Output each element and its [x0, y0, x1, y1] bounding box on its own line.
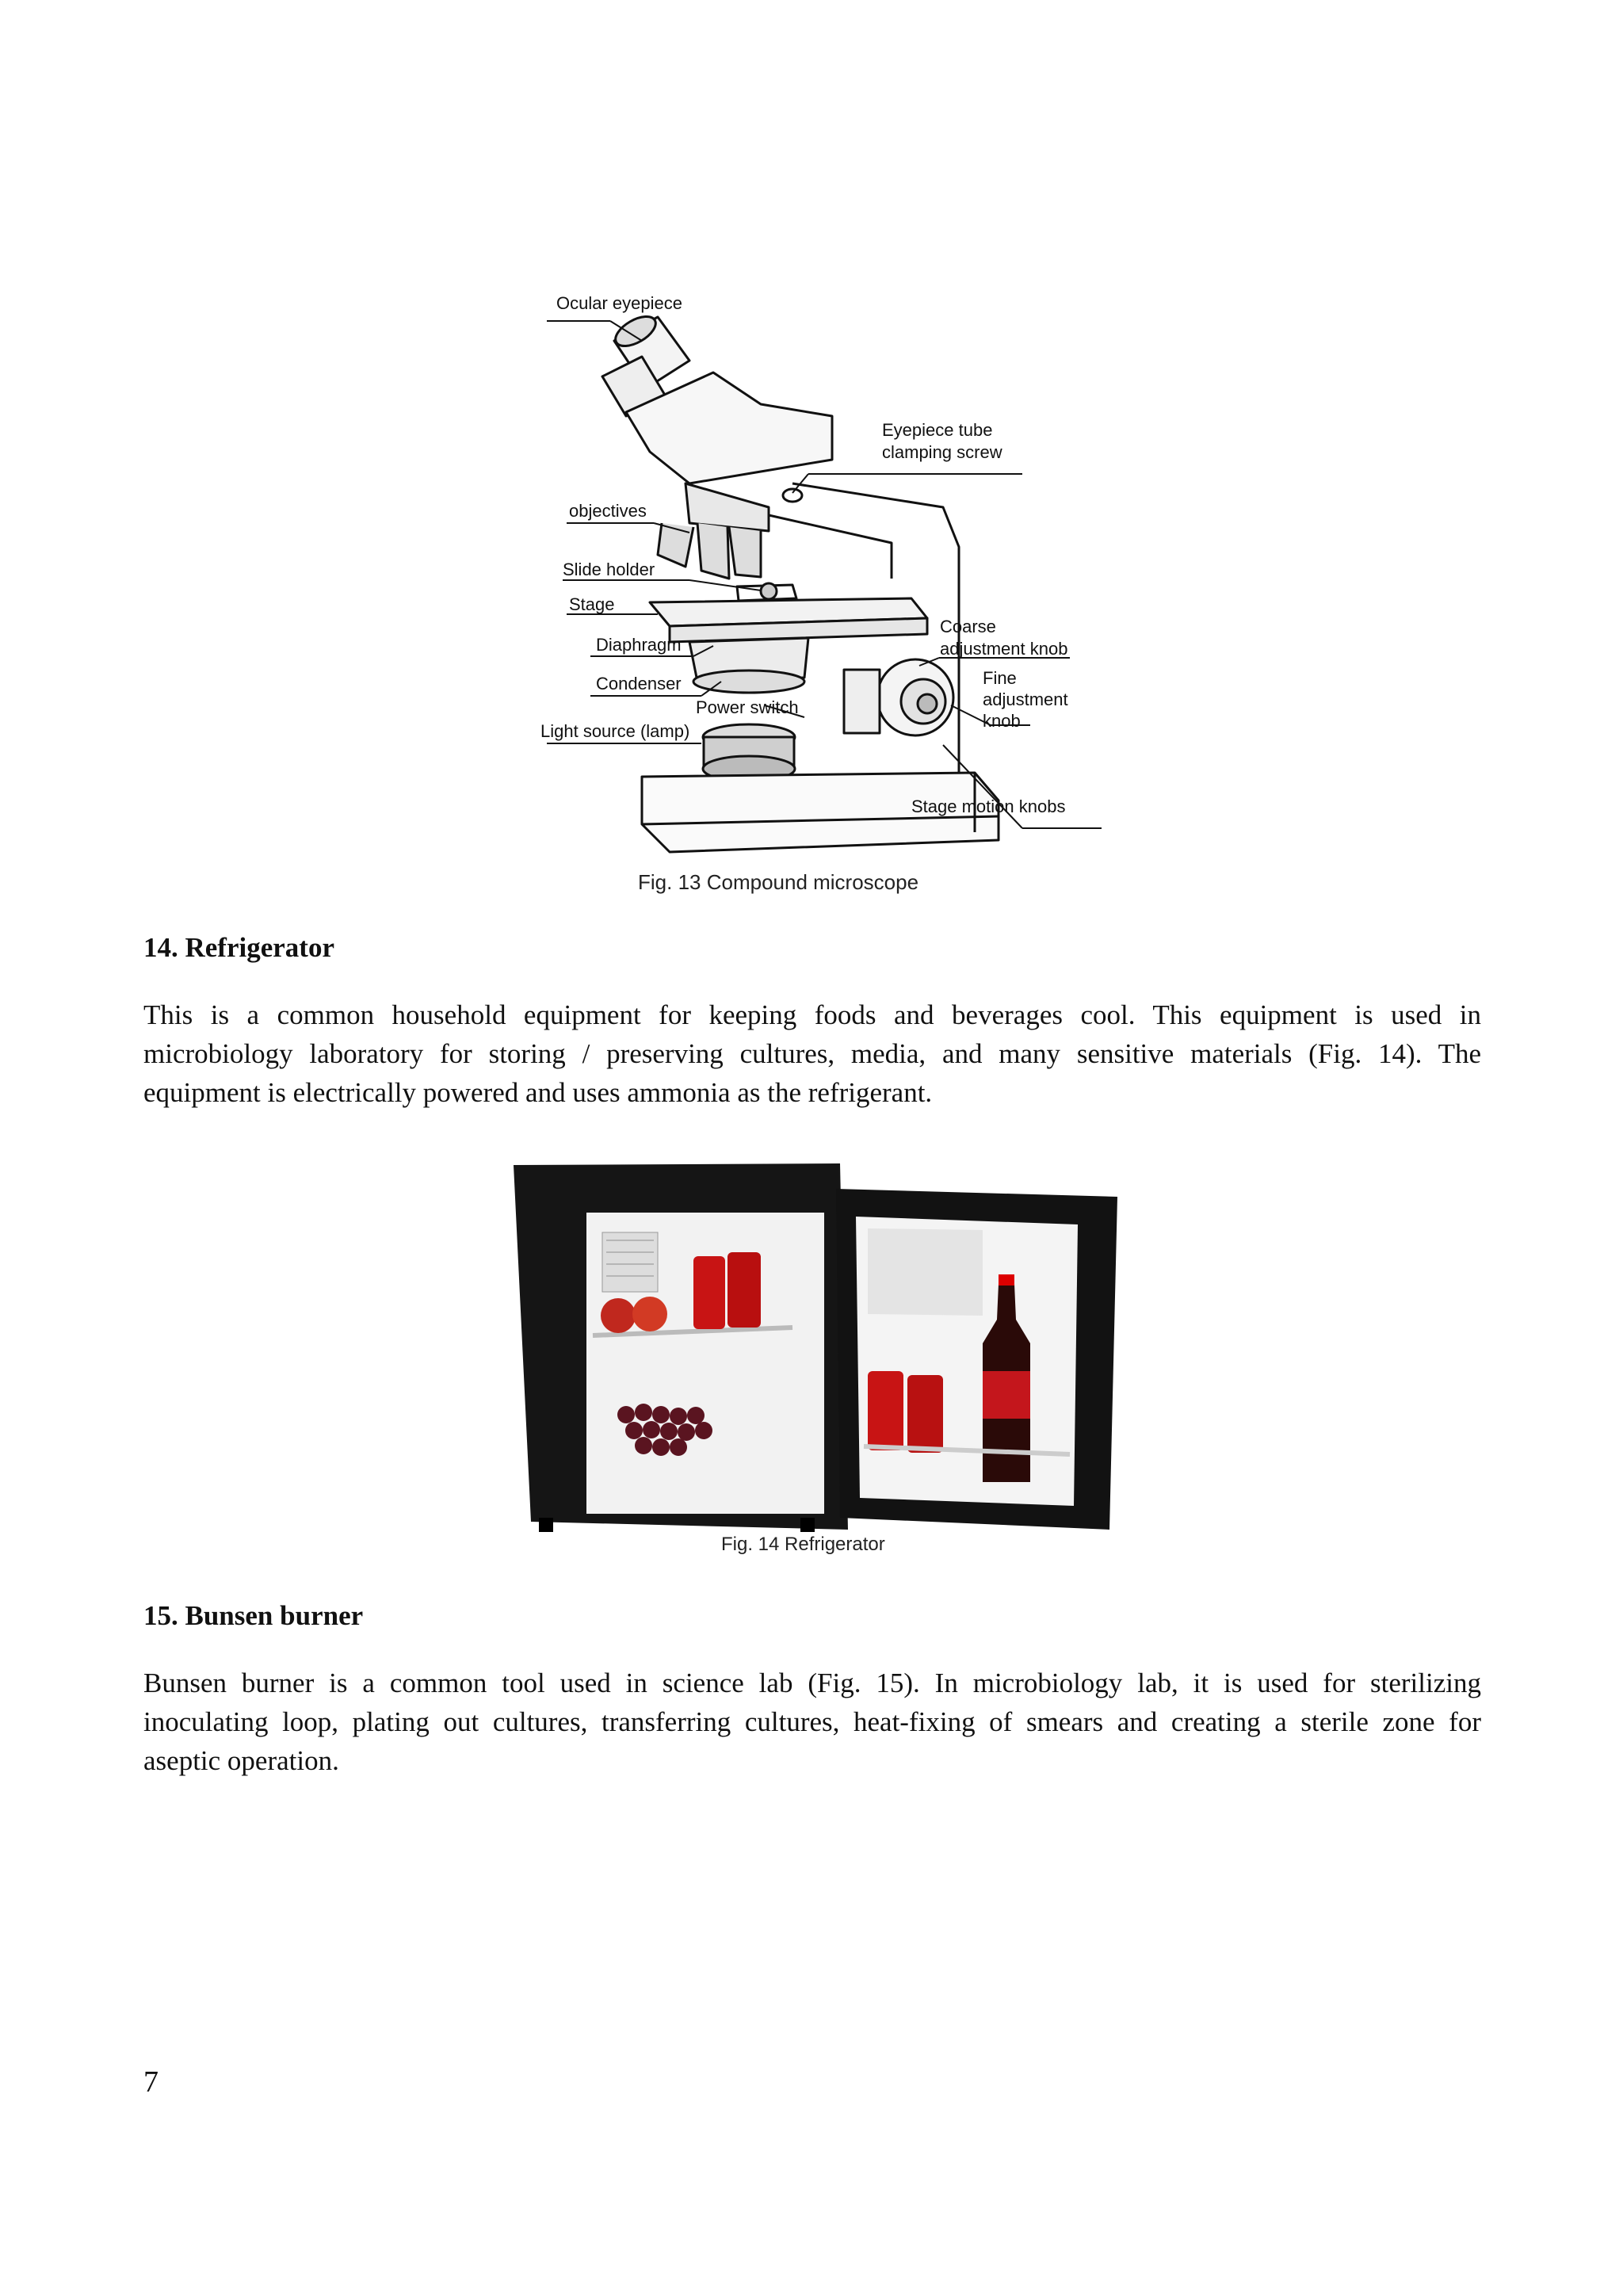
- paragraph-line: aseptic operation.: [143, 1745, 339, 1776]
- label-ocular-eyepiece: Ocular eyepiece: [556, 293, 682, 313]
- label-objectives: objectives: [569, 501, 647, 521]
- label-fine-1: Fine: [983, 668, 1017, 688]
- refrigerator-image: [507, 1157, 1125, 1538]
- label-diaphragm: Diaphragm: [596, 635, 682, 655]
- microscope-illustration: [531, 285, 1102, 904]
- label-coarse-1: Coarse: [940, 617, 996, 636]
- label-light-source: Light source (lamp): [540, 721, 690, 741]
- paragraph-line: equipment is electrically powered and uses ammonia as the refrigerant.: [143, 1077, 933, 1108]
- paragraph-line: microbiology laboratory for storing / preserving cultures, media, and many sensitive materials (Fig. 14). The: [143, 1038, 1481, 1069]
- paragraph-line: inoculating loop, plating out cultures, transferring cultures, heat-fixing of smears and creating a sterile zone for: [143, 1706, 1481, 1737]
- microscope-figure: [531, 285, 1102, 904]
- label-stage: Stage: [569, 594, 615, 614]
- figure-13-caption: Fig. 13 Compound microscope: [638, 870, 919, 894]
- label-slide-holder: Slide holder: [563, 560, 655, 579]
- page-number: 7: [143, 2065, 158, 2099]
- refrigerator-figure: [507, 1157, 1125, 1538]
- label-fine-3: knob: [983, 711, 1021, 731]
- label-stage-motion-knobs: Stage motion knobs: [911, 797, 1066, 816]
- label-eyepiece-tube-1: Eyepiece tube: [882, 420, 993, 440]
- refrigerator-paragraph: [143, 995, 1481, 1112]
- label-coarse-2: adjustment knob: [940, 639, 1068, 659]
- section-heading-refrigerator: 14. Refrigerator: [143, 932, 334, 963]
- section-heading-bunsen-burner: 15. Bunsen burner: [143, 1600, 364, 1631]
- paragraph-line: This is a common household equipment for keeping foods and beverages cool. This equipment is used in: [143, 999, 1481, 1030]
- paragraph-line: Bunsen burner is a common tool used in science lab (Fig. 15). In microbiology lab, it is used for sterilizing: [143, 1668, 1481, 1698]
- label-power-switch: Power switch: [696, 697, 799, 717]
- figure-14-caption: Fig. 14 Refrigerator: [721, 1534, 885, 1555]
- bunsen-burner-paragraph: [143, 1664, 1481, 1780]
- label-eyepiece-tube-2: clamping screw: [882, 442, 1002, 462]
- label-condenser: Condenser: [596, 674, 682, 693]
- label-fine-2: adjustment: [983, 690, 1068, 709]
